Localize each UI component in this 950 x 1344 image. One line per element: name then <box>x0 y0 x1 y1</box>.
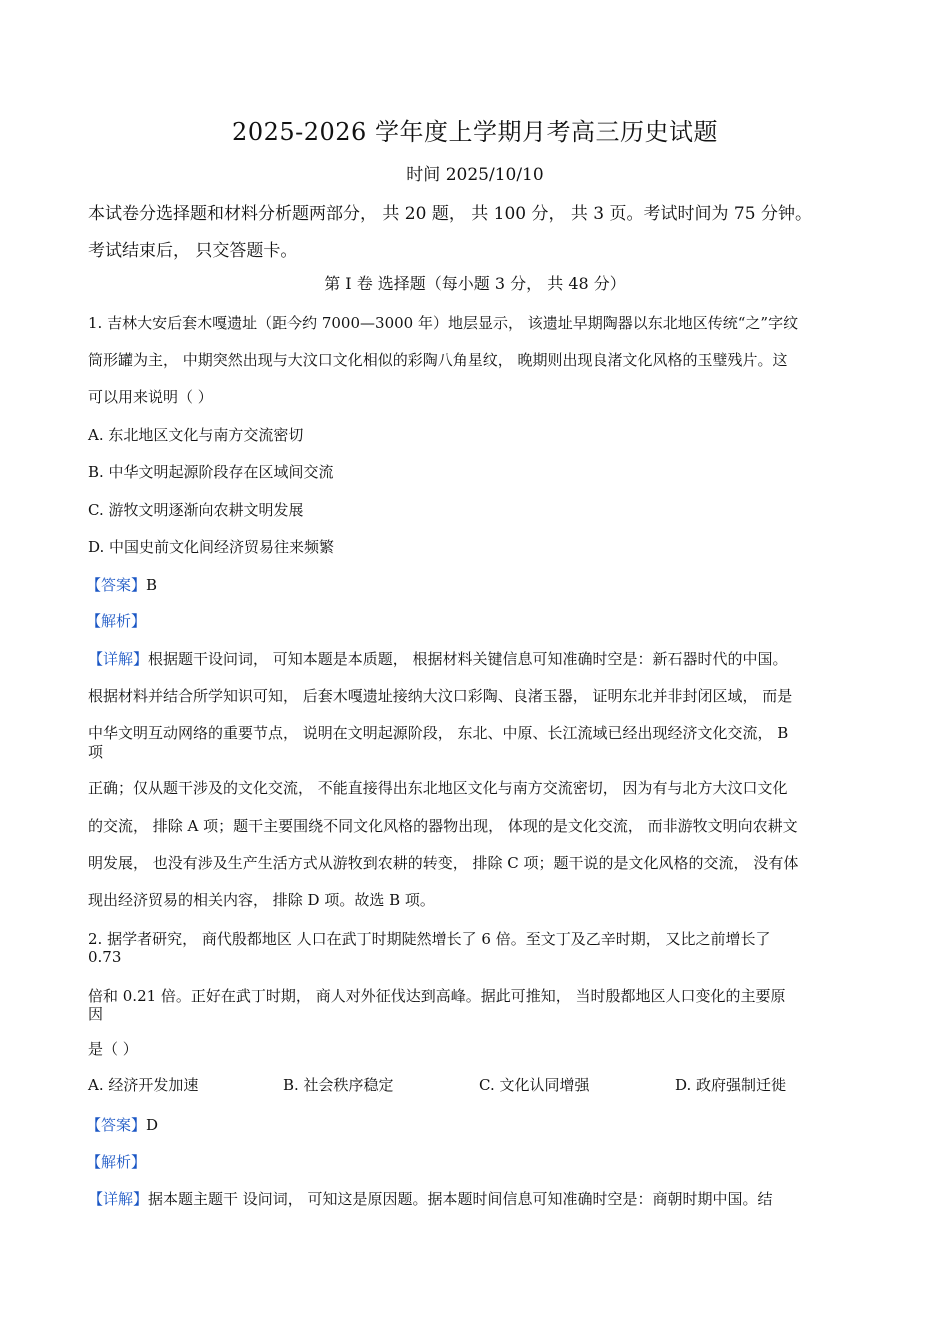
q1-detail-line-2: 根据材料并结合所学知识可知， 后套木嘎遗址接纳大汶口彩陶、良渚玉器， 证明东北并非封闭区域， 而是 <box>88 687 793 705</box>
q2-stem-line-5: 是（ ） <box>88 1040 138 1058</box>
q2-option-a: A. 经济开发加速 <box>88 1076 199 1094</box>
q1-analysis-label: 【解析】 <box>86 612 147 630</box>
q1-stem-line-3: 可以用来说明（ ） <box>88 388 213 406</box>
q1-detail-line-4: 项 <box>88 743 104 761</box>
q2-option-c: C. 文化认同增强 <box>479 1076 590 1094</box>
q1-detail-line-3: 中华文明互动网络的重要节点， 说明在文明起源阶段， 东北、中原、长江流域已经出现经济文化交流， B <box>88 724 789 742</box>
q2-stem-line-4: 因 <box>88 1005 104 1023</box>
q2-detail-line-1 <box>88 1188 773 1209</box>
q2-analysis-label: 【解析】 <box>86 1153 147 1171</box>
q2-option-b: B. 社会秩序稳定 <box>283 1076 394 1094</box>
q2-answer-value: D <box>146 1116 159 1134</box>
intro-line-1: 本试卷分选择题和材料分析题两部分， 共 20 题， 共 100 分， 共 3 页。考试时间为 75 分钟。 <box>88 204 812 224</box>
q1-detail-line-1 <box>88 648 788 669</box>
q2-option-d: D. 政府强制迁徙 <box>675 1076 787 1094</box>
q1-option-b: B. 中华文明起源阶段存在区域间交流 <box>88 463 334 481</box>
exam-title: 2025-2026 学年度上学期月考高三历史试题 <box>232 118 718 146</box>
q1-answer-label: 【答案】 <box>86 576 147 594</box>
q1-detail-label: 【详解】 <box>88 650 149 668</box>
q2-stem-line-2: 0.73 <box>88 948 122 966</box>
q1-detail-line-6: 的交流， 排除 A 项；题干主要围绕不同文化风格的器物出现， 体现的是文化交流， 而非游牧文明向农耕文 <box>88 817 798 835</box>
exam-time: 时间 2025/10/10 <box>406 165 544 185</box>
q2-detail-label: 【详解】 <box>88 1190 149 1208</box>
q1-stem-line-1: 1. 吉林大安后套木嘎遗址（距今约 7000—3000 年）地层显示， 该遗址早期陶器以东北地区传统“之”字纹 <box>88 314 799 332</box>
intro-line-2: 考试结束后， 只交答题卡。 <box>88 241 298 261</box>
q1-detail-line-7: 明发展， 也没有涉及生产生活方式从游牧到农耕的转变， 排除 C 项；题干说的是文化风格的交流， 没有体 <box>88 854 799 872</box>
q1-option-d: D. 中国史前文化间经济贸易往来频繁 <box>88 538 335 556</box>
q2-detail-text-1: 据本题主题干 设问词， 可知这是原因题。据本题时间信息可知准确时空是：商朝时期中国。结 <box>148 1190 773 1208</box>
q1-detail-line-8: 现出经济贸易的相关内容， 排除 D 项。故选 B 项。 <box>88 891 435 909</box>
q1-answer-value: B <box>146 576 158 594</box>
q1-detail-line-5: 正确；仅从题干涉及的文化交流， 不能直接得出东北地区文化与南方交流密切， 因为有与北方大汶口文化 <box>88 779 788 797</box>
section-title: 第 Ⅰ 卷 选择题（每小题 3 分， 共 48 分） <box>324 274 626 293</box>
q2-answer <box>86 1114 158 1135</box>
q1-option-c: C. 游牧文明逐渐向农耕文明发展 <box>88 501 304 519</box>
q1-answer <box>86 574 157 595</box>
q2-answer-label: 【答案】 <box>86 1116 147 1134</box>
q2-stem-line-3: 倍和 0.21 倍。正好在武丁时期， 商人对外征伐达到高峰。据此可推知， 当时殷都地区人口变化的主要原 <box>88 987 786 1005</box>
q1-option-a: A. 东北地区文化与南方交流密切 <box>88 426 304 444</box>
q1-detail-text-1: 根据题干设问词， 可知本题是本质题， 根据材料关键信息可知准确时空是：新石器时代的中国。 <box>148 650 788 668</box>
q2-stem-line-1: 2. 据学者研究， 商代殷都地区 人口在武丁时期陡然增长了 6 倍。至文丁及乙辛时期， 又比之前增长了 <box>88 930 771 948</box>
q1-stem-line-2: 筒形罐为主， 中期突然出现与大汶口文化相似的彩陶八角星纹， 晚期则出现良渚文化风格的玉璧残片。这 <box>88 351 788 369</box>
